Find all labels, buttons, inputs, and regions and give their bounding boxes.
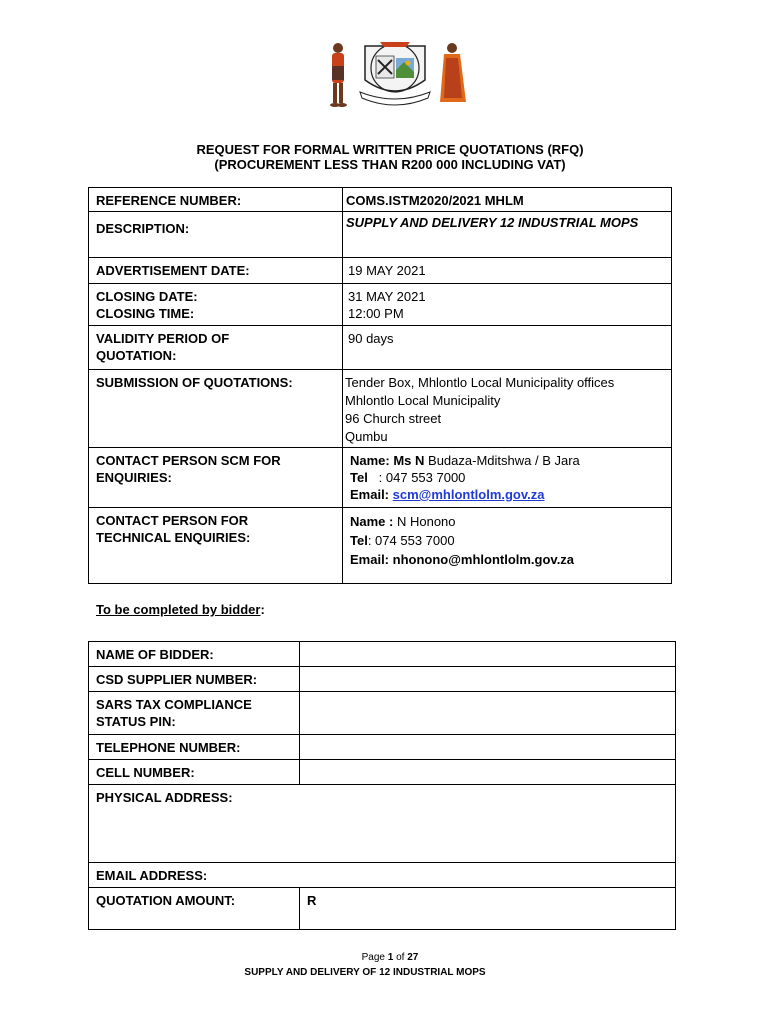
bidder-name-label: NAME OF BIDDER:	[89, 642, 300, 667]
validity-value: 90 days	[343, 326, 672, 370]
scm-contact-label-line-1: CONTACT PERSON SCM FOR	[96, 453, 281, 468]
closing-date-label: CLOSING DATE:	[96, 289, 198, 304]
table-row	[89, 735, 676, 760]
footer-document-title: SUPPLY AND DELIVERY OF 12 INDUSTRIAL MOPS	[244, 967, 486, 978]
closing-values	[343, 284, 672, 326]
submission-label: SUBMISSION OF QUOTATIONS:	[89, 370, 343, 448]
page-prefix: Page	[361, 952, 388, 963]
table-row	[89, 370, 672, 448]
tech-name-label: Name :	[350, 514, 394, 529]
description-label: DESCRIPTION:	[89, 212, 343, 258]
advertisement-date-value: 19 MAY 2021	[343, 258, 672, 284]
scm-contact-details	[343, 448, 672, 508]
scm-name-line	[350, 452, 663, 469]
sars-pin-label-line-1: SARS TAX COMPLIANCE	[96, 697, 252, 712]
submission-line: 96 Church street	[345, 411, 442, 426]
technical-contact-details	[343, 508, 672, 584]
bidder-name-field[interactable]	[300, 642, 676, 667]
table-row	[89, 863, 676, 888]
table-row	[89, 284, 672, 326]
document-title-line-1: REQUEST FOR FORMAL WRITTEN PRICE QUOTATIONS (RFQ)	[196, 142, 584, 157]
scm-name-label: Name: Ms N	[350, 453, 425, 468]
table-row	[89, 258, 672, 284]
page-number	[0, 952, 770, 963]
closing-labels	[89, 284, 343, 326]
csd-supplier-label: CSD SUPPLIER NUMBER:	[89, 667, 300, 692]
closing-date-value: 31 MAY 2021	[348, 289, 426, 304]
table-row	[89, 642, 676, 667]
closing-time-value: 12:00 PM	[348, 306, 404, 321]
table-row	[89, 448, 672, 508]
bidder-heading-colon: :	[260, 602, 265, 617]
advertisement-date-label: ADVERTISEMENT DATE:	[89, 258, 343, 284]
submission-address	[343, 370, 672, 448]
scm-tel-line	[350, 469, 663, 486]
page-of: of	[393, 952, 408, 963]
sars-pin-label	[89, 692, 300, 735]
validity-label-line-1: VALIDITY PERIOD OF	[96, 331, 230, 346]
tech-tel-label: Tel	[350, 533, 368, 548]
document-title-line-2: (PROCUREMENT LESS THAN R200 000 INCLUDING VAT)	[214, 157, 566, 172]
table-row	[89, 212, 672, 258]
table-row	[89, 785, 676, 863]
submission-line: Mhlontlo Local Municipality	[345, 393, 501, 408]
table-row	[89, 326, 672, 370]
cell-number-field[interactable]	[300, 760, 676, 785]
page-current: 1	[387, 952, 394, 963]
scm-email-label: Email:	[350, 487, 390, 502]
rfq-info-table	[88, 187, 672, 584]
validity-label-line-2: QUOTATION:	[96, 348, 177, 363]
tech-tel-line	[350, 531, 663, 550]
validity-label	[89, 326, 343, 370]
quotation-amount-label: QUOTATION AMOUNT:	[89, 888, 300, 930]
table-row	[89, 508, 672, 584]
scm-contact-label	[89, 448, 343, 508]
tech-tel-value: : 074 553 7000	[367, 533, 455, 548]
cell-number-label: CELL NUMBER:	[89, 760, 300, 785]
technical-contact-label-line-1: CONTACT PERSON FOR	[96, 513, 249, 528]
sars-pin-field[interactable]	[300, 692, 676, 735]
scm-name-value: Budaza-Mditshwa / B Jara	[424, 453, 580, 468]
municipal-crest-logo	[320, 36, 470, 110]
description-value: SUPPLY AND DELIVERY 12 INDUSTRIAL MOPS	[343, 212, 672, 258]
tech-name-value: N Honono	[393, 514, 456, 529]
submission-line: Qumbu	[345, 429, 388, 444]
table-row	[89, 692, 676, 735]
bidder-details-table	[88, 641, 676, 930]
technical-contact-label	[89, 508, 343, 584]
scm-contact-label-line-2: ENQUIRIES:	[96, 470, 172, 485]
quotation-amount-field[interactable]: R	[300, 888, 676, 930]
csd-supplier-field[interactable]	[300, 667, 676, 692]
reference-number-value: COMS.ISTM2020/2021 MHLM	[343, 188, 672, 212]
scm-tel-label: Tel	[350, 470, 368, 485]
submission-line: Tender Box, Mhlontlo Local Municipality offices	[345, 375, 615, 390]
page-total: 27	[407, 952, 419, 963]
table-row	[89, 760, 676, 785]
table-row	[89, 667, 676, 692]
telephone-label: TELEPHONE NUMBER:	[89, 735, 300, 760]
email-address-field[interactable]: EMAIL ADDRESS:	[89, 863, 676, 888]
closing-time-label: CLOSING TIME:	[96, 306, 195, 321]
bidder-heading-text: To be completed by bidder	[96, 602, 261, 617]
scm-email-line	[350, 486, 663, 503]
sars-pin-label-line-2: STATUS PIN:	[96, 714, 176, 729]
scm-email-link[interactable]: scm@mhlontlolm.gov.za	[392, 487, 545, 502]
telephone-field[interactable]	[300, 735, 676, 760]
technical-contact-label-line-2: TECHNICAL ENQUIRIES:	[96, 530, 251, 545]
physical-address-field[interactable]: PHYSICAL ADDRESS:	[89, 785, 676, 863]
table-row	[89, 188, 672, 212]
table-row	[89, 888, 676, 930]
tech-name-line	[350, 512, 663, 531]
reference-number-label: REFERENCE NUMBER:	[89, 188, 343, 212]
scm-tel-value: : 047 553 7000	[367, 470, 466, 485]
tech-email: Email: nhonono@mhlontlolm.gov.za	[350, 552, 575, 567]
bidder-section-heading	[96, 602, 265, 617]
